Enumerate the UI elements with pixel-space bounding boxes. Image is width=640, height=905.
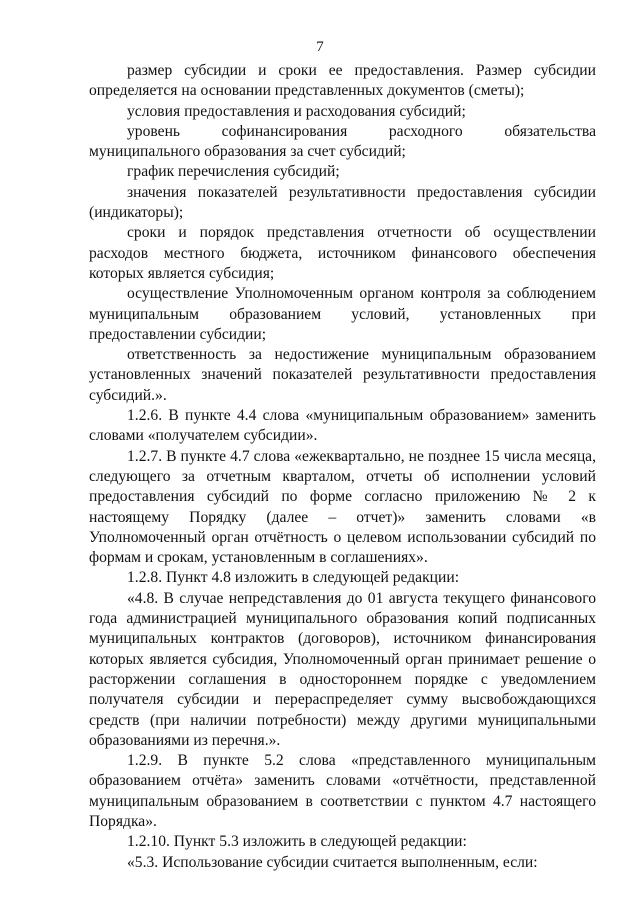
paragraph: график перечисления субсидий; [127,163,340,181]
paragraph: сроки и порядок представления отчетности об осуществлении расходов местного бюджета, источником финансового обеспечения которых является субсидия; [89,224,596,282]
paragraph: размер субсидии и сроки ее предоставления. Размер субсидии определяется на основании представленных документов (сметы); [89,62,596,100]
paragraph: «5.3. Использование субсидии считается выполненным, если: [127,853,538,871]
paragraph: 1.2.6. В пункте 4.4 слова «муниципальным образованием» заменить словами «получателем субсидии». [89,407,596,445]
paragraph: условия предоставления и расходования субсидий; [127,102,466,120]
paragraph: 1.2.8. Пункт 4.8 изложить в следующей редакции: [127,569,460,587]
paragraph: 1.2.7. В пункте 4.7 слова «ежеквартально, не позднее 15 числа месяца, следующего за отчетным кварталом, отчеты об исполнении условий предоставления субсидий по форме согласно приложению № 2 к настоящему Порядку (далее – отчет)» заменить словами «в Уполномоченный орган отчётность о целевом использовании субсидий по формам и срокам, установленным в соглашениях». [89,447,596,567]
page-number: 7 [316,39,324,55]
paragraph: 1.2.10. Пункт 5.3 изложить в следующей редакции: [127,833,467,851]
document-body [89,61,596,873]
paragraph: уровень софинансирования расходного обязательства муниципального образования за счет субсидий; [89,122,596,161]
paragraph: ответственность за недостижение муниципальным образованием установленных значений показателей результативности предоставления субсидий.». [89,346,596,404]
paragraph: «4.8. В случае непредставления до 01 августа текущего финансового года администрацией муниципального образования копий подписанных муниципальных контрактов (договоров), источником финансирования которых является субсидия, Уполномоченный орган принимает решение о расторжении соглашения в одностороннем порядке с уведомлением получателя субсидии и перераспределяет сумму высвобождающихся средств (при наличии потребности) между другими муниципальными образованиями из перечня.». [89,589,596,749]
paragraph: значения показателей результативности предоставления субсидии (индикаторы); [89,183,596,222]
paragraph: 1.2.9. В пункте 5.2 слова «представленного муниципальным образованием отчёта» заменить словами «отчётности, представленной муниципальным образованием в соответствии с пунктом 4.7 настоящего Порядка». [89,752,596,830]
paragraph: осуществление Уполномоченным органом контроля за соблюдением муниципальным образованием условий, установленных при предоставлении субсидии; [89,285,596,343]
